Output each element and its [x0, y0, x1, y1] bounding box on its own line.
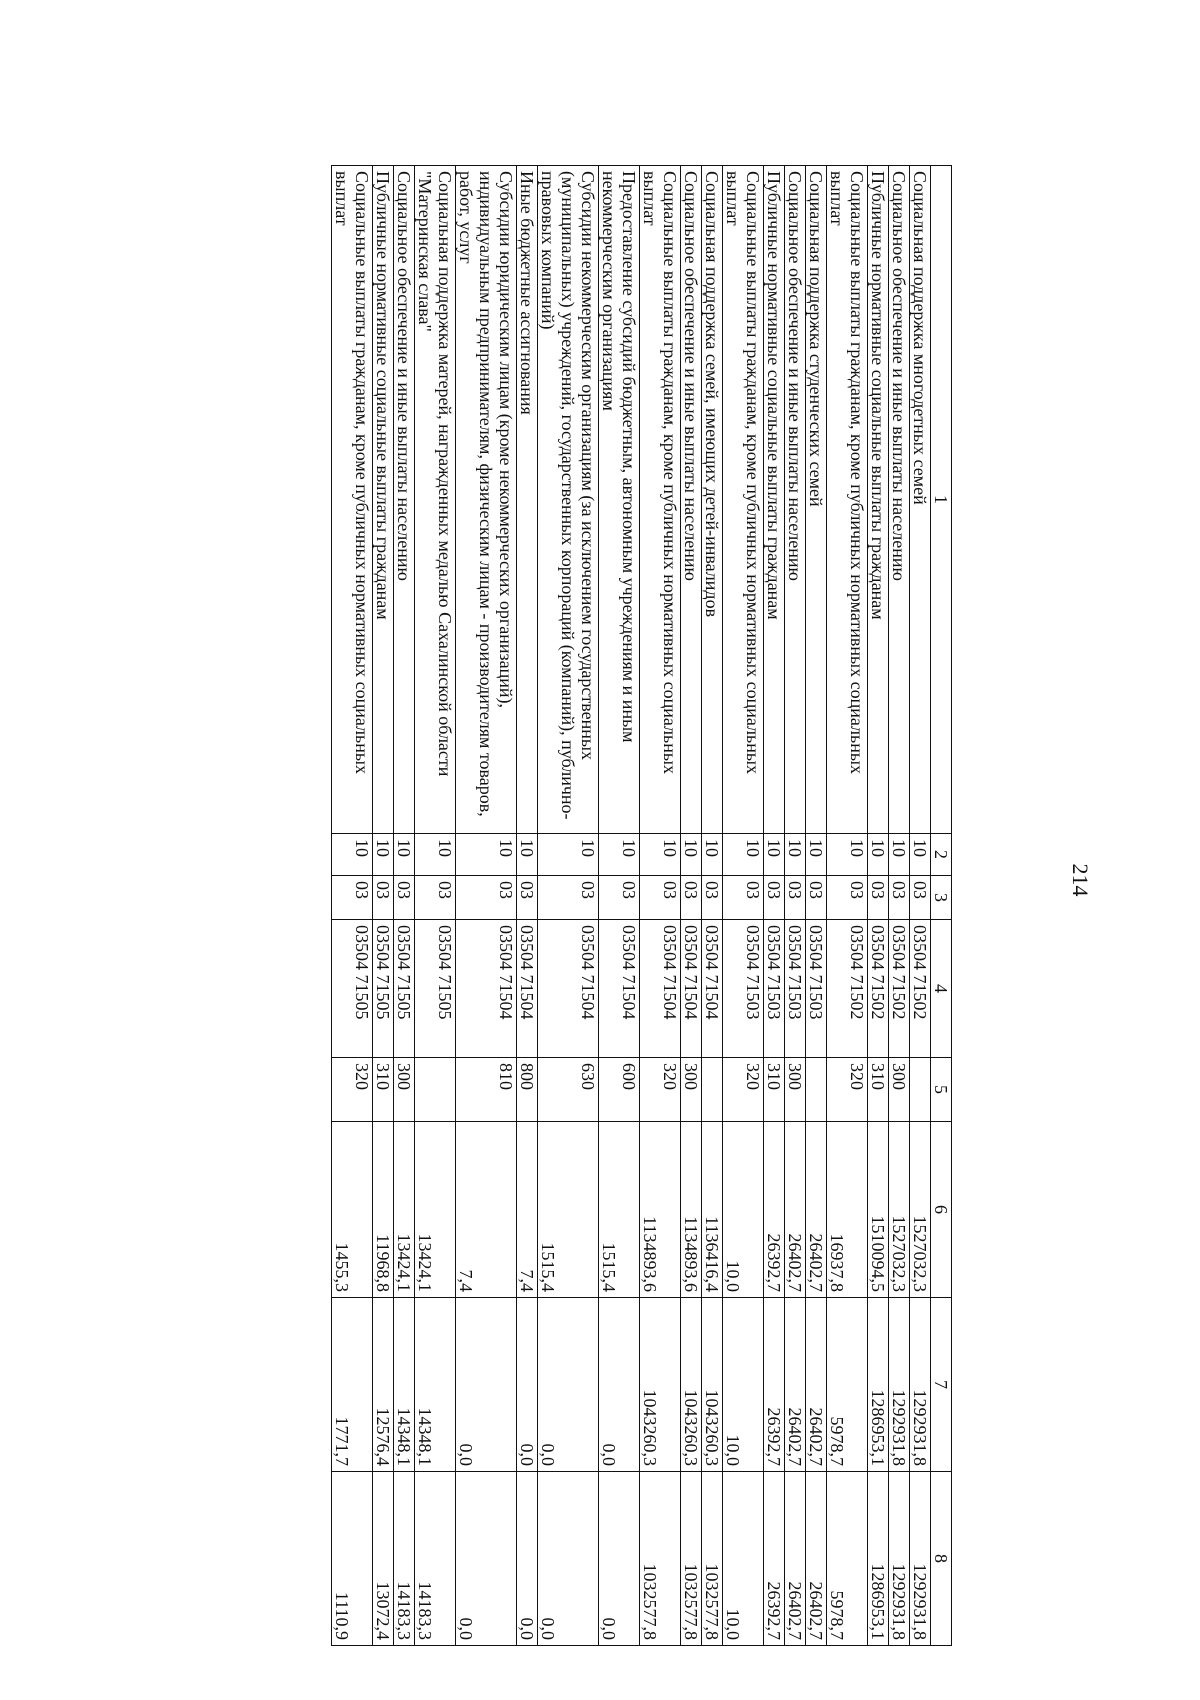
- expense-type-code: [910, 1058, 931, 1122]
- amount-year-1: 26392,7: [764, 1122, 785, 1298]
- target-article-code: 03504 71502: [868, 920, 889, 1058]
- page-number: 214: [1068, 863, 1093, 897]
- amount-year-1: 13424,1: [415, 1122, 456, 1298]
- amount-year-1: 1455,3: [332, 1122, 373, 1298]
- target-article-code: 03504 71503: [806, 920, 827, 1058]
- section-code: 10: [723, 834, 764, 876]
- table-row: [723, 166, 764, 1646]
- expense-type-code: 320: [640, 1058, 681, 1122]
- table-row: [889, 166, 910, 1646]
- target-article-code: 03504 71504: [681, 920, 702, 1058]
- table-row: [456, 166, 517, 1646]
- expense-type-code: 600: [599, 1058, 640, 1122]
- amount-year-3: 1032577,8: [702, 1472, 723, 1646]
- section-code: 10: [702, 834, 723, 876]
- expense-type-code: 320: [827, 1058, 868, 1122]
- amount-year-3: 0,0: [599, 1472, 640, 1646]
- expense-type-code: [415, 1058, 456, 1122]
- amount-year-2: 26402,7: [785, 1298, 806, 1472]
- expense-type-code: 310: [764, 1058, 785, 1122]
- amount-year-1: 26402,7: [806, 1122, 827, 1298]
- table-row: [681, 166, 702, 1646]
- expense-type-code: [702, 1058, 723, 1122]
- amount-year-2: 0,0: [517, 1298, 538, 1472]
- expense-type-code: 310: [868, 1058, 889, 1122]
- subsection-code: 03: [373, 876, 394, 920]
- subsection-code: 03: [868, 876, 889, 920]
- amount-year-1: 1515,4: [599, 1122, 640, 1298]
- subsection-code: 03: [456, 876, 517, 920]
- amount-year-2: 0,0: [456, 1298, 517, 1472]
- amount-year-3: 1032577,8: [681, 1472, 702, 1646]
- amount-year-3: 1110,9: [332, 1472, 373, 1646]
- amount-year-1: 1515,4: [538, 1122, 599, 1298]
- row-name: Социальная поддержка студенческих семей: [806, 166, 827, 834]
- amount-year-3: 14183,3: [394, 1472, 415, 1646]
- column-header-8: 8: [931, 1472, 952, 1646]
- row-name: Социальная поддержка семей, имеющих детей-инвалидов: [702, 166, 723, 834]
- row-name: Субсидии юридическим лицам (кроме некоммерческих организаций), индивидуальным предпринимателям, физическим лицам - производителям товаров, работ, услуг: [456, 166, 517, 834]
- budget-table: [331, 165, 952, 1646]
- subsection-code: 03: [640, 876, 681, 920]
- subsection-code: 03: [538, 876, 599, 920]
- subsection-code: 03: [910, 876, 931, 920]
- target-article-code: 03504 71503: [785, 920, 806, 1058]
- section-code: 10: [827, 834, 868, 876]
- target-article-code: 03504 71505: [373, 920, 394, 1058]
- amount-year-3: 0,0: [517, 1472, 538, 1646]
- table-row: [517, 166, 538, 1646]
- table-row: [640, 166, 681, 1646]
- amount-year-2: 1292931,8: [889, 1298, 910, 1472]
- amount-year-2: 5978,7: [827, 1298, 868, 1472]
- section-code: 10: [373, 834, 394, 876]
- target-article-code: 03504 71502: [827, 920, 868, 1058]
- rotated-table-container: [162, 165, 952, 1645]
- row-name: Публичные нормативные социальные выплаты гражданам: [373, 166, 394, 834]
- expense-type-code: 300: [785, 1058, 806, 1122]
- row-name: Социальная поддержка многодетных семей: [910, 166, 931, 834]
- amount-year-3: 13072,4: [373, 1472, 394, 1646]
- subsection-code: 03: [889, 876, 910, 920]
- subsection-code: 03: [723, 876, 764, 920]
- expense-type-code: 310: [373, 1058, 394, 1122]
- target-article-code: 03504 71504: [640, 920, 681, 1058]
- amount-year-2: 1043260,3: [702, 1298, 723, 1472]
- table-row: [785, 166, 806, 1646]
- table-header-row: [931, 166, 952, 1646]
- column-header-1: 1: [931, 166, 952, 834]
- amount-year-2: 0,0: [538, 1298, 599, 1472]
- amount-year-1: 7,4: [517, 1122, 538, 1298]
- amount-year-3: 10,0: [723, 1472, 764, 1646]
- target-article-code: 03504 71504: [702, 920, 723, 1058]
- section-code: 10: [599, 834, 640, 876]
- section-code: 10: [764, 834, 785, 876]
- amount-year-1: 1510094,5: [868, 1122, 889, 1298]
- amount-year-1: 10,0: [723, 1122, 764, 1298]
- amount-year-3: 0,0: [456, 1472, 517, 1646]
- amount-year-1: 1527032,3: [910, 1122, 931, 1298]
- row-name: Социальные выплаты гражданам, кроме публичных нормативных социальных выплат: [723, 166, 764, 834]
- amount-year-1: 1527032,3: [889, 1122, 910, 1298]
- row-name: Публичные нормативные социальные выплаты гражданам: [764, 166, 785, 834]
- amount-year-1: 1134893,6: [681, 1122, 702, 1298]
- section-code: 10: [806, 834, 827, 876]
- row-name: Социальная поддержка матерей, награжденных медалью Сахалинской области "Материнская слава": [415, 166, 456, 834]
- amount-year-2: 12576,4: [373, 1298, 394, 1472]
- subsection-code: 03: [764, 876, 785, 920]
- amount-year-1: 26402,7: [785, 1122, 806, 1298]
- target-article-code: 03504 71502: [889, 920, 910, 1058]
- amount-year-2: 1043260,3: [681, 1298, 702, 1472]
- target-article-code: 03504 71504: [538, 920, 599, 1058]
- amount-year-2: 26402,7: [806, 1298, 827, 1472]
- table-row: [827, 166, 868, 1646]
- expense-type-code: 630: [538, 1058, 599, 1122]
- target-article-code: 03504 71504: [456, 920, 517, 1058]
- row-name: Публичные нормативные социальные выплаты гражданам: [868, 166, 889, 834]
- row-name: Социальное обеспечение и иные выплаты населению: [889, 166, 910, 834]
- subsection-code: 03: [681, 876, 702, 920]
- target-article-code: 03504 71503: [723, 920, 764, 1058]
- amount-year-1: 16937,8: [827, 1122, 868, 1298]
- column-header-5: 5: [931, 1058, 952, 1122]
- row-name: Социальные выплаты гражданам, кроме публичных нормативных социальных выплат: [827, 166, 868, 834]
- column-header-7: 7: [931, 1298, 952, 1472]
- table-row: [394, 166, 415, 1646]
- target-article-code: 03504 71505: [332, 920, 373, 1058]
- column-header-4: 4: [931, 920, 952, 1058]
- section-code: 10: [889, 834, 910, 876]
- table-row: [373, 166, 394, 1646]
- section-code: 10: [868, 834, 889, 876]
- amount-year-2: 1292931,8: [910, 1298, 931, 1472]
- target-article-code: 03504 71502: [910, 920, 931, 1058]
- row-name: Социальное обеспечение и иные выплаты населению: [681, 166, 702, 834]
- amount-year-2: 0,0: [599, 1298, 640, 1472]
- row-name: Социальное обеспечение и иные выплаты населению: [394, 166, 415, 834]
- expense-type-code: 800: [517, 1058, 538, 1122]
- row-name: Социальные выплаты гражданам, кроме публичных нормативных социальных выплат: [332, 166, 373, 834]
- amount-year-2: 10,0: [723, 1298, 764, 1472]
- section-code: 10: [394, 834, 415, 876]
- amount-year-3: 1292931,8: [910, 1472, 931, 1646]
- amount-year-3: 14183,3: [415, 1472, 456, 1646]
- amount-year-3: 0,0: [538, 1472, 599, 1646]
- row-name: Предоставление субсидий бюджетным, автономным учреждениям и иным некоммерческим организациям: [599, 166, 640, 834]
- target-article-code: 03504 71505: [415, 920, 456, 1058]
- amount-year-2: 14348,1: [415, 1298, 456, 1472]
- section-code: 10: [456, 834, 517, 876]
- expense-type-code: 300: [394, 1058, 415, 1122]
- amount-year-1: 1136416,4: [702, 1122, 723, 1298]
- table-body: [332, 166, 931, 1646]
- section-code: 10: [910, 834, 931, 876]
- amount-year-2: 26392,7: [764, 1298, 785, 1472]
- amount-year-1: 7,4: [456, 1122, 517, 1298]
- row-name: Иные бюджетные ассигнования: [517, 166, 538, 834]
- expense-type-code: [806, 1058, 827, 1122]
- section-code: 10: [681, 834, 702, 876]
- subsection-code: 03: [785, 876, 806, 920]
- column-header-6: 6: [931, 1122, 952, 1298]
- expense-type-code: 810: [456, 1058, 517, 1122]
- subsection-code: 03: [415, 876, 456, 920]
- expense-type-code: 300: [889, 1058, 910, 1122]
- subsection-code: 03: [599, 876, 640, 920]
- target-article-code: 03504 71503: [764, 920, 785, 1058]
- table-row: [806, 166, 827, 1646]
- section-code: 10: [415, 834, 456, 876]
- target-article-code: 03504 71505: [394, 920, 415, 1058]
- row-name: Социальное обеспечение и иные выплаты населению: [785, 166, 806, 834]
- table-row: [764, 166, 785, 1646]
- expense-type-code: 320: [723, 1058, 764, 1122]
- column-header-2: 2: [931, 834, 952, 876]
- section-code: 10: [785, 834, 806, 876]
- amount-year-3: 1292931,8: [889, 1472, 910, 1646]
- amount-year-2: 14348,1: [394, 1298, 415, 1472]
- amount-year-3: 26392,7: [764, 1472, 785, 1646]
- section-code: 10: [640, 834, 681, 876]
- amount-year-1: 13424,1: [394, 1122, 415, 1298]
- amount-year-1: 1134893,6: [640, 1122, 681, 1298]
- row-name: Субсидии некоммерческим организациям (за исключением государственных (муниципальных) учреждений, государственных корпораций (компаний), публично-правовых компаний): [538, 166, 599, 834]
- amount-year-3: 5978,7: [827, 1472, 868, 1646]
- amount-year-2: 1043260,3: [640, 1298, 681, 1472]
- row-name: Социальные выплаты гражданам, кроме публичных нормативных социальных выплат: [640, 166, 681, 834]
- amount-year-3: 1032577,8: [640, 1472, 681, 1646]
- subsection-code: 03: [806, 876, 827, 920]
- subsection-code: 03: [827, 876, 868, 920]
- amount-year-2: 1771,7: [332, 1298, 373, 1472]
- table-row: [910, 166, 931, 1646]
- section-code: 10: [538, 834, 599, 876]
- section-code: 10: [332, 834, 373, 876]
- table-row: [415, 166, 456, 1646]
- table-row: [538, 166, 599, 1646]
- column-header-3: 3: [931, 876, 952, 920]
- target-article-code: 03504 71504: [599, 920, 640, 1058]
- table-row: [332, 166, 373, 1646]
- subsection-code: 03: [332, 876, 373, 920]
- table-row: [868, 166, 889, 1646]
- expense-type-code: 300: [681, 1058, 702, 1122]
- amount-year-3: 26402,7: [806, 1472, 827, 1646]
- amount-year-1: 11968,8: [373, 1122, 394, 1298]
- amount-year-3: 26402,7: [785, 1472, 806, 1646]
- expense-type-code: 320: [332, 1058, 373, 1122]
- table-row: [599, 166, 640, 1646]
- table-rotation-wrapper: [162, 165, 952, 1645]
- amount-year-2: 1286953,1: [868, 1298, 889, 1472]
- subsection-code: 03: [702, 876, 723, 920]
- target-article-code: 03504 71504: [517, 920, 538, 1058]
- section-code: 10: [517, 834, 538, 876]
- amount-year-3: 1286953,1: [868, 1472, 889, 1646]
- table-row: [702, 166, 723, 1646]
- subsection-code: 03: [517, 876, 538, 920]
- subsection-code: 03: [394, 876, 415, 920]
